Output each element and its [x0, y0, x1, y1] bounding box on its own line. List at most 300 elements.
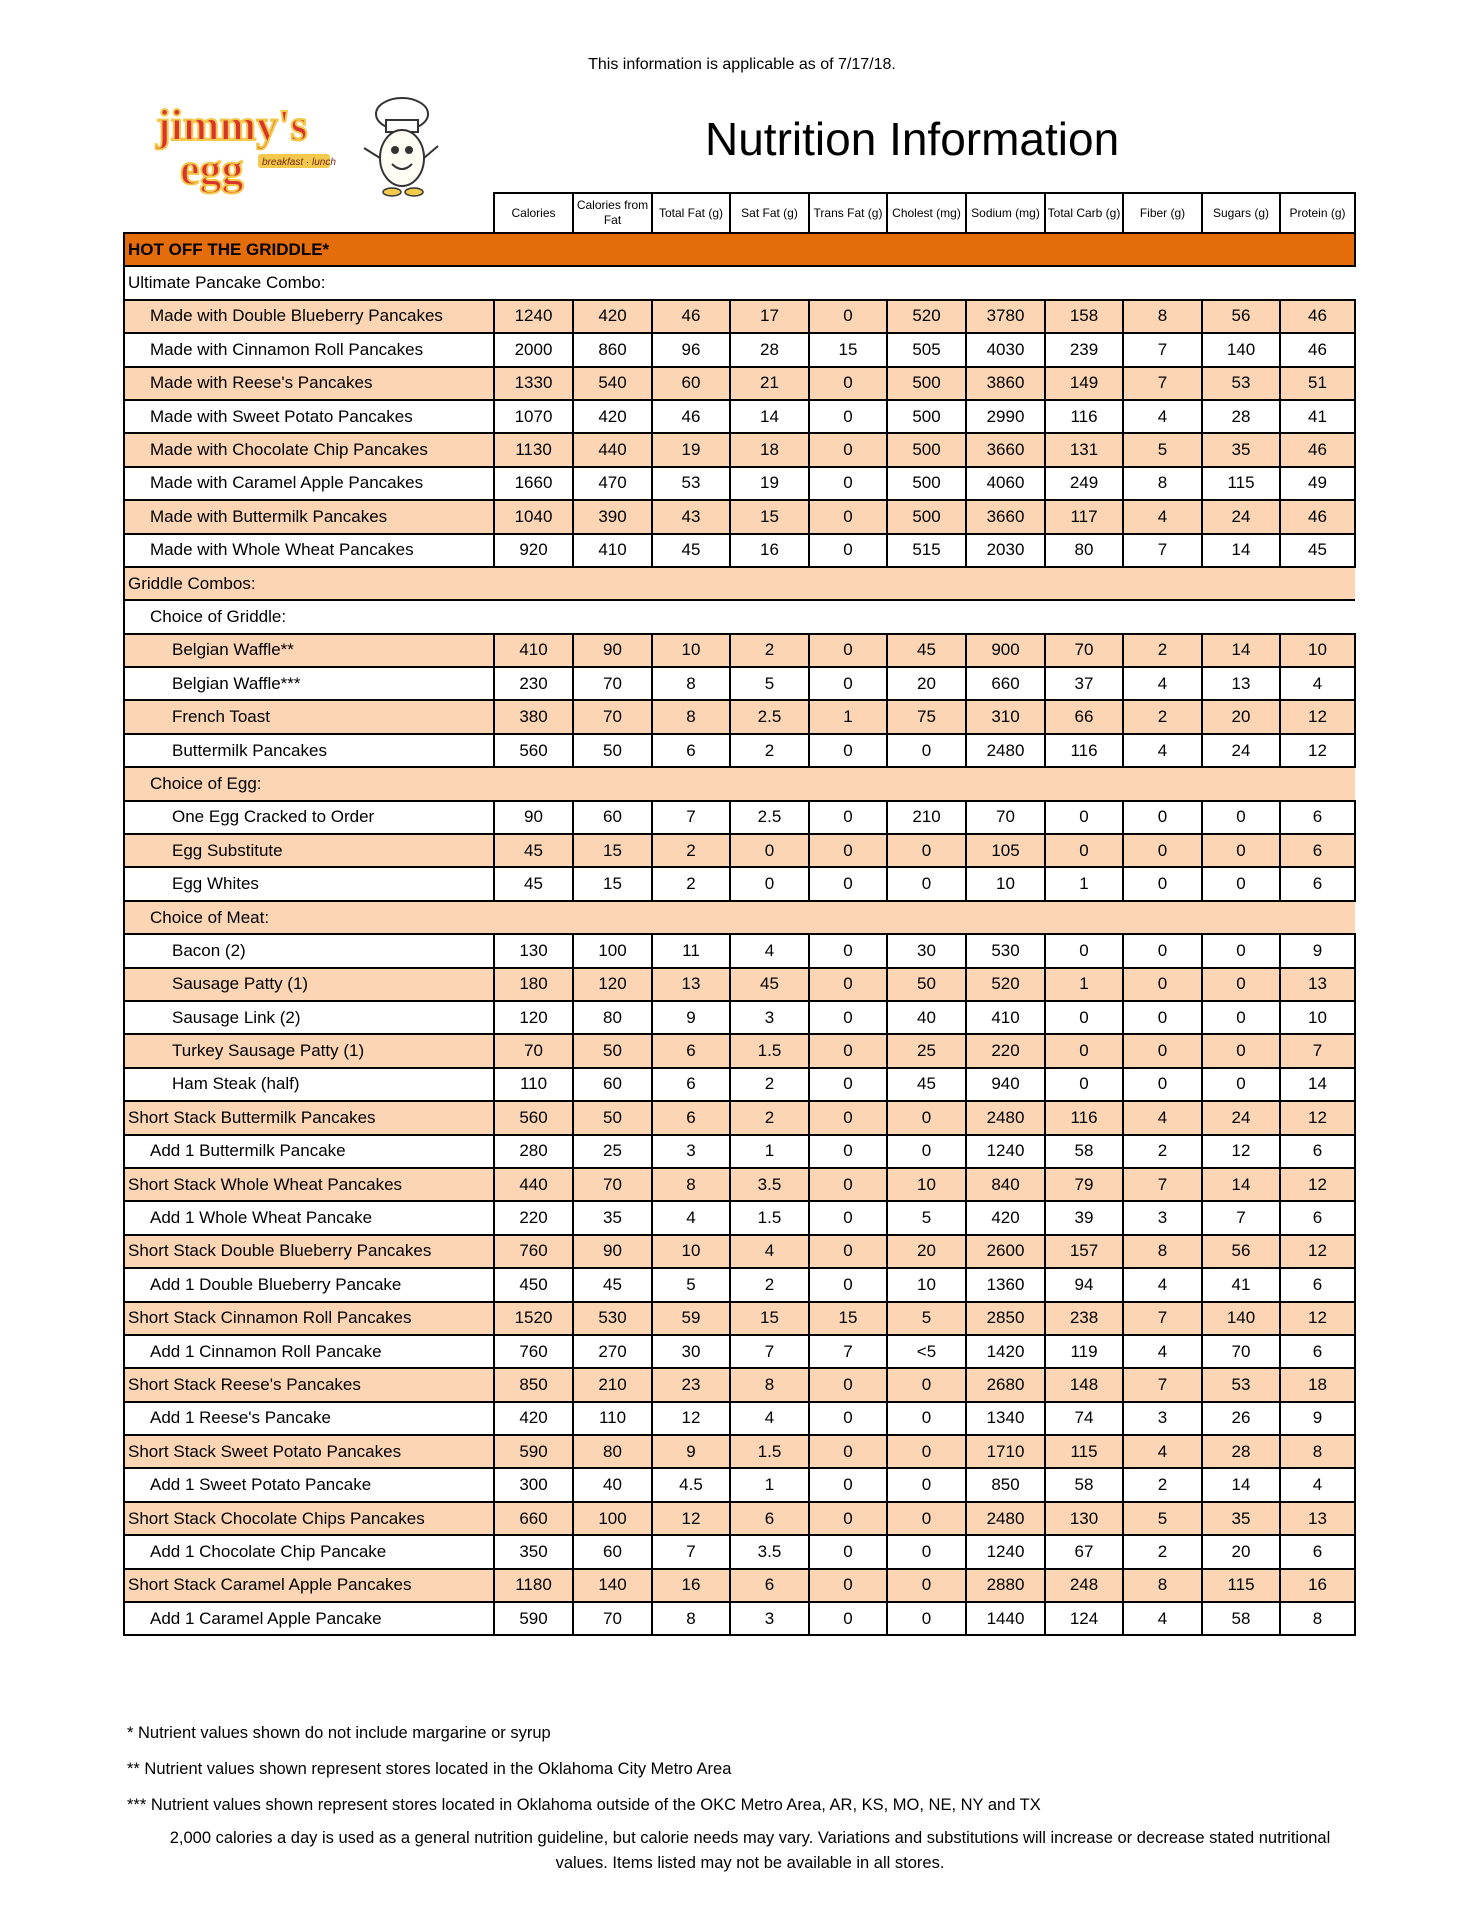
nutrient-value: 14 [1202, 1468, 1280, 1501]
nutrient-value: 4 [1123, 734, 1202, 767]
nutrient-value: 8 [1123, 1569, 1202, 1602]
column-header: Fiber (g) [1123, 193, 1202, 233]
nutrient-value: 67 [1045, 1535, 1123, 1568]
nutrient-value: 1.5 [730, 1435, 809, 1468]
nutrient-value: 14 [1202, 534, 1280, 567]
nutrient-value: 70 [573, 667, 652, 700]
nutrient-value: 420 [494, 1402, 573, 1435]
nutrient-value: 3 [652, 1135, 730, 1168]
nutrient-value: 760 [494, 1235, 573, 1268]
nutrient-value: 10 [652, 634, 730, 667]
nutrient-value: 46 [652, 300, 730, 333]
nutrient-value: 0 [730, 867, 809, 900]
nutrient-value: 6 [1280, 1201, 1355, 1234]
nutrient-value: 7 [652, 1535, 730, 1568]
nutrient-value: 58 [1202, 1602, 1280, 1635]
nutrient-value: 1 [730, 1135, 809, 1168]
nutrient-value: 8 [652, 700, 730, 733]
nutrient-value: 220 [494, 1201, 573, 1234]
nutrient-value: 41 [1280, 400, 1355, 433]
nutrient-value: 20 [887, 1235, 966, 1268]
nutrient-value: 3660 [966, 433, 1045, 466]
nutrient-value: 79 [1045, 1168, 1123, 1201]
table-row [124, 400, 1355, 433]
disclaimer: 2,000 calories a day is used as a general nutrition guideline, but calorie needs may vary. Variations and substitutions will increase or decrease stated nutritional values. Items listed may not be available in all stores. [169, 1829, 1331, 1872]
group-row [124, 567, 1355, 600]
nutrient-value: 0 [809, 1135, 887, 1168]
nutrient-value: 46 [1280, 500, 1355, 533]
nutrient-value: 53 [1202, 1368, 1280, 1401]
nutrient-value: 0 [887, 1502, 966, 1535]
nutrient-value: 120 [494, 1001, 573, 1034]
nutrient-value: 80 [573, 1001, 652, 1034]
group-row [124, 901, 1355, 934]
nutrient-value: 20 [1202, 1535, 1280, 1568]
nutrient-value: 0 [887, 734, 966, 767]
table-row [124, 1235, 1355, 1268]
table-row [124, 433, 1355, 466]
nutrient-value: 0 [1123, 1001, 1202, 1034]
nutrient-value: 230 [494, 667, 573, 700]
nutrient-value: 3860 [966, 367, 1045, 400]
nutrient-value: 124 [1045, 1602, 1123, 1635]
nutrient-value: 115 [1202, 467, 1280, 500]
nutrient-value: 249 [1045, 467, 1123, 500]
nutrient-value: 4 [1280, 667, 1355, 700]
nutrient-value: 45 [494, 867, 573, 900]
nutrient-value: 2480 [966, 1502, 1045, 1535]
nutrient-value: 420 [573, 400, 652, 433]
nutrient-value: 500 [887, 500, 966, 533]
footnote: *** Nutrient values shown represent stores located in Oklahoma outside of the OKC Metro Area, AR, KS, MO, NE, NY and TX [127, 1796, 1041, 1814]
nutrient-value: 4 [1123, 400, 1202, 433]
nutrient-value: 0 [1202, 1001, 1280, 1034]
nutrient-value: 560 [494, 734, 573, 767]
nutrient-value: 540 [573, 367, 652, 400]
nutrient-value: 0 [887, 1569, 966, 1602]
nutrient-value: 25 [887, 1034, 966, 1067]
nutrient-value: 158 [1045, 300, 1123, 333]
nutrient-value: 1130 [494, 433, 573, 466]
nutrient-value: 0 [809, 1535, 887, 1568]
column-header: Calories [494, 193, 573, 233]
nutrient-value: 46 [1280, 300, 1355, 333]
footnotes [127, 1722, 1358, 1816]
nutrient-value: 120 [573, 968, 652, 1001]
nutrient-value: 7 [1123, 1168, 1202, 1201]
nutrient-value: 2 [1123, 1135, 1202, 1168]
nutrient-value: 4 [1123, 1268, 1202, 1301]
nutrient-value: 90 [494, 801, 573, 834]
nutrient-value: 115 [1202, 1569, 1280, 1602]
nutrient-value: 15 [573, 867, 652, 900]
nutrient-value: 5 [730, 667, 809, 700]
nutrient-value: 0 [1045, 1068, 1123, 1101]
nutrient-value: 0 [809, 1402, 887, 1435]
nutrient-value: 157 [1045, 1235, 1123, 1268]
nutrient-value: 6 [1280, 867, 1355, 900]
column-header: Sodium (mg) [966, 193, 1045, 233]
nutrient-value: 12 [652, 1402, 730, 1435]
nutrient-value: 0 [809, 367, 887, 400]
nutrient-value: 13 [652, 968, 730, 1001]
nutrient-value: 70 [1045, 634, 1123, 667]
table-row [124, 700, 1355, 733]
nutrient-value: 7 [1123, 367, 1202, 400]
nutrient-value: 2 [652, 834, 730, 867]
nutrient-value: 75 [887, 700, 966, 733]
item-name: Add 1 Cinnamon Roll Pancake [124, 1335, 494, 1368]
nutrient-value: 58 [1045, 1468, 1123, 1501]
nutrient-value: 15 [809, 333, 887, 366]
nutrient-value: 4030 [966, 333, 1045, 366]
item-name: Made with Sweet Potato Pancakes [124, 400, 494, 433]
nutrient-value: 7 [1123, 333, 1202, 366]
nutrient-value: 300 [494, 1468, 573, 1501]
nutrient-value: 500 [887, 433, 966, 466]
applicable-date: This information is applicable as of 7/17/18. [588, 56, 896, 73]
nutrient-value: 410 [573, 534, 652, 567]
nutrient-value: 310 [966, 700, 1045, 733]
nutrient-value: 53 [652, 467, 730, 500]
nutrient-value: 24 [1202, 1101, 1280, 1134]
nutrient-value: 2 [730, 1068, 809, 1101]
nutrient-value: 28 [730, 333, 809, 366]
nutrient-value: 110 [494, 1068, 573, 1101]
nutrient-value: 0 [1202, 1034, 1280, 1067]
nutrient-value: 46 [652, 400, 730, 433]
nutrient-value: 0 [887, 1602, 966, 1635]
nutrient-value: 131 [1045, 433, 1123, 466]
nutrient-value: 0 [809, 834, 887, 867]
nutrient-value: 60 [652, 367, 730, 400]
nutrient-value: 1180 [494, 1569, 573, 1602]
nutrient-value: 515 [887, 534, 966, 567]
nutrient-value: 850 [494, 1368, 573, 1401]
table-row [124, 801, 1355, 834]
nutrient-value: 420 [966, 1201, 1045, 1234]
nutrient-value: 16 [652, 1569, 730, 1602]
nutrient-value: 2680 [966, 1368, 1045, 1401]
nutrient-value: 96 [652, 333, 730, 366]
nutrient-value: 119 [1045, 1335, 1123, 1368]
nutrient-value: 500 [887, 367, 966, 400]
logo-brand-jimmys: jimmy's [156, 101, 308, 150]
nutrient-value: 115 [1045, 1435, 1123, 1468]
nutrient-value: 100 [573, 934, 652, 967]
nutrient-value: 440 [573, 433, 652, 466]
nutrient-value: 15 [730, 500, 809, 533]
nutrient-value: 116 [1045, 400, 1123, 433]
item-name: Short Stack Sweet Potato Pancakes [124, 1435, 494, 1468]
nutrient-value: 1440 [966, 1602, 1045, 1635]
nutrient-value: 37 [1045, 667, 1123, 700]
nutrient-value: 530 [966, 934, 1045, 967]
nutrient-value: 0 [809, 1034, 887, 1067]
nutrient-value: 0 [809, 968, 887, 1001]
nutrient-value: <5 [887, 1335, 966, 1368]
item-name: Made with Cinnamon Roll Pancakes [124, 333, 494, 366]
item-name: Ham Steak (half) [124, 1068, 494, 1101]
nutrient-value: 2.5 [730, 700, 809, 733]
nutrient-value: 39 [1045, 1201, 1123, 1234]
nutrient-value: 6 [652, 1068, 730, 1101]
nutrient-value: 10 [887, 1268, 966, 1301]
item-name: Egg Whites [124, 867, 494, 900]
nutrient-value: 13 [1280, 968, 1355, 1001]
table-row [124, 1302, 1355, 1335]
nutrient-value: 4 [1123, 500, 1202, 533]
item-name: Add 1 Buttermilk Pancake [124, 1135, 494, 1168]
nutrient-value: 100 [573, 1502, 652, 1535]
nutrient-value: 12 [1280, 1302, 1355, 1335]
nutrient-value: 0 [887, 1535, 966, 1568]
nutrient-value: 4060 [966, 467, 1045, 500]
nutrient-value: 2030 [966, 534, 1045, 567]
nutrient-value: 420 [573, 300, 652, 333]
nutrient-value: 70 [494, 1034, 573, 1067]
nutrient-value: 0 [887, 1435, 966, 1468]
nutrient-value: 0 [809, 1235, 887, 1268]
nutrient-value: 116 [1045, 734, 1123, 767]
nutrient-value: 43 [652, 500, 730, 533]
column-header: Protein (g) [1280, 193, 1355, 233]
nutrient-value: 0 [1045, 801, 1123, 834]
nutrient-value: 2 [652, 867, 730, 900]
nutrient-value: 15 [809, 1302, 887, 1335]
nutrient-value: 140 [1202, 1302, 1280, 1335]
nutrient-value: 56 [1202, 300, 1280, 333]
nutrient-value: 8 [652, 1602, 730, 1635]
table-row [124, 1535, 1355, 1568]
nutrient-value: 20 [887, 667, 966, 700]
item-name: Short Stack Whole Wheat Pancakes [124, 1168, 494, 1201]
nutrient-value: 149 [1045, 367, 1123, 400]
section-title: HOT OFF THE GRIDDLE* [124, 233, 1355, 266]
table-row [124, 1168, 1355, 1201]
table-row [124, 500, 1355, 533]
nutrient-value: 0 [1202, 968, 1280, 1001]
column-header: Cholest (mg) [887, 193, 966, 233]
nutrient-value: 8 [652, 667, 730, 700]
nutrient-value: 5 [652, 1268, 730, 1301]
nutrient-value: 51 [1280, 367, 1355, 400]
nutrient-value: 14 [1202, 1168, 1280, 1201]
nutrient-value: 7 [1280, 1034, 1355, 1067]
nutrient-value: 6 [1280, 834, 1355, 867]
nutrient-value: 15 [573, 834, 652, 867]
nutrient-value: 1 [1045, 968, 1123, 1001]
nutrient-value: 7 [1123, 534, 1202, 567]
nutrient-value: 12 [1280, 734, 1355, 767]
nutrient-value: 9 [1280, 1402, 1355, 1435]
nutrient-value: 25 [573, 1135, 652, 1168]
nutrient-value: 46 [1280, 433, 1355, 466]
nutrient-value: 1040 [494, 500, 573, 533]
nutrient-value: 50 [573, 734, 652, 767]
nutrient-value: 12 [1280, 1235, 1355, 1268]
nutrient-value: 50 [887, 968, 966, 1001]
nutrient-value: 0 [887, 1468, 966, 1501]
nutrient-value: 16 [1280, 1569, 1355, 1602]
nutrient-value: 350 [494, 1535, 573, 1568]
item-name: Belgian Waffle** [124, 634, 494, 667]
nutrient-value: 1240 [966, 1135, 1045, 1168]
table-row [124, 1001, 1355, 1034]
item-name: Made with Buttermilk Pancakes [124, 500, 494, 533]
nutrient-value: 2 [1123, 700, 1202, 733]
group-label: Griddle Combos: [124, 567, 1355, 600]
nutrient-value: 5 [887, 1302, 966, 1335]
nutrient-value: 1 [809, 700, 887, 733]
nutrient-value: 0 [809, 1101, 887, 1134]
item-name: One Egg Cracked to Order [124, 801, 494, 834]
nutrient-value: 6 [1280, 1135, 1355, 1168]
nutrient-value: 30 [652, 1335, 730, 1368]
nutrient-value: 8 [1123, 300, 1202, 333]
nutrient-value: 0 [887, 867, 966, 900]
table-row [124, 1602, 1355, 1635]
nutrient-value: 0 [809, 634, 887, 667]
nutrient-value: 1240 [494, 300, 573, 333]
nutrient-value: 3 [730, 1001, 809, 1034]
table-row [124, 634, 1355, 667]
nutrient-value: 1340 [966, 1402, 1045, 1435]
table-row [124, 1268, 1355, 1301]
nutrient-value: 210 [573, 1368, 652, 1401]
group-label: Choice of Griddle: [124, 600, 1355, 633]
column-header: Sat Fat (g) [730, 193, 809, 233]
nutrient-value: 90 [573, 634, 652, 667]
table-row [124, 934, 1355, 967]
nutrient-value: 35 [573, 1201, 652, 1234]
nutrient-value: 70 [1202, 1335, 1280, 1368]
nutrient-value: 12 [652, 1502, 730, 1535]
nutrient-value: 5 [887, 1201, 966, 1234]
nutrient-value: 0 [809, 1268, 887, 1301]
nutrient-value: 2990 [966, 400, 1045, 433]
nutrient-value: 560 [494, 1101, 573, 1134]
nutrient-value: 8 [1123, 467, 1202, 500]
nutrient-value: 8 [730, 1368, 809, 1401]
nutrient-value: 0 [1202, 867, 1280, 900]
nutrient-value: 0 [809, 1368, 887, 1401]
nutrient-value: 14 [730, 400, 809, 433]
nutrient-value: 6 [1280, 801, 1355, 834]
nutrient-value: 4 [730, 1402, 809, 1435]
nutrient-value: 116 [1045, 1101, 1123, 1134]
nutrient-value: 35 [1202, 433, 1280, 466]
group-row [124, 266, 1355, 299]
nutrient-value: 4 [730, 1235, 809, 1268]
nutrient-value: 380 [494, 700, 573, 733]
section-row [124, 233, 1355, 266]
nutrient-value: 1360 [966, 1268, 1045, 1301]
nutrient-value: 1330 [494, 367, 573, 400]
nutrient-value: 6 [1280, 1335, 1355, 1368]
page-title: Nutrition Information [705, 113, 1120, 165]
nutrient-value: 0 [809, 500, 887, 533]
nutrient-value: 3 [730, 1602, 809, 1635]
nutrient-value: 0 [1123, 834, 1202, 867]
nutrient-value: 45 [652, 534, 730, 567]
nutrient-value: 7 [730, 1335, 809, 1368]
nutrient-value: 0 [809, 1468, 887, 1501]
nutrient-value: 5 [1123, 433, 1202, 466]
nutrient-value: 3780 [966, 300, 1045, 333]
nutrient-value: 130 [494, 934, 573, 967]
nutrient-value: 4 [1123, 1335, 1202, 1368]
nutrient-value: 12 [1202, 1135, 1280, 1168]
nutrient-value: 6 [652, 1034, 730, 1067]
nutrient-value: 20 [1202, 700, 1280, 733]
nutrient-value: 0 [887, 834, 966, 867]
nutrient-value: 2.5 [730, 801, 809, 834]
item-name: Bacon (2) [124, 934, 494, 967]
nutrient-value: 3660 [966, 500, 1045, 533]
nutrient-value: 80 [1045, 534, 1123, 567]
item-name: French Toast [124, 700, 494, 733]
nutrient-value: 410 [966, 1001, 1045, 1034]
nutrient-value: 0 [887, 1101, 966, 1134]
nutrient-value: 1.5 [730, 1201, 809, 1234]
nutrient-value: 45 [1280, 534, 1355, 567]
nutrient-value: 4 [652, 1201, 730, 1234]
nutrient-value: 760 [494, 1335, 573, 1368]
nutrient-value: 45 [730, 968, 809, 1001]
nutrient-value: 9 [652, 1001, 730, 1034]
nutrient-value: 520 [887, 300, 966, 333]
nutrient-value: 0 [809, 667, 887, 700]
nutrient-value: 45 [573, 1268, 652, 1301]
nutrient-value: 248 [1045, 1569, 1123, 1602]
nutrient-value: 130 [1045, 1502, 1123, 1535]
nutrient-value: 0 [809, 1168, 887, 1201]
nutrient-value: 14 [1202, 634, 1280, 667]
nutrient-value: 6 [652, 1101, 730, 1134]
nutrient-value: 1520 [494, 1302, 573, 1335]
nutrient-value: 0 [1123, 801, 1202, 834]
nutrient-value: 40 [573, 1468, 652, 1501]
nutrient-value: 23 [652, 1368, 730, 1401]
nutrient-value: 1 [1045, 867, 1123, 900]
nutrient-value: 2850 [966, 1302, 1045, 1335]
nutrient-value: 0 [887, 1402, 966, 1435]
nutrient-value: 117 [1045, 500, 1123, 533]
nutrient-value: 2 [730, 1101, 809, 1134]
nutrient-value: 0 [1045, 834, 1123, 867]
nutrient-value: 530 [573, 1302, 652, 1335]
logo-tagline: breakfast · lunch [262, 157, 336, 168]
group-label: Ultimate Pancake Combo: [124, 266, 1355, 299]
item-name: Short Stack Caramel Apple Pancakes [124, 1569, 494, 1602]
nutrient-value: 19 [652, 433, 730, 466]
nutrient-value: 30 [887, 934, 966, 967]
nutrient-value: 80 [573, 1435, 652, 1468]
nutrient-value: 41 [1202, 1268, 1280, 1301]
column-header: Sugars (g) [1202, 193, 1280, 233]
nutrient-value: 0 [809, 867, 887, 900]
nutrient-value: 0 [809, 734, 887, 767]
column-header: Calories from Fat [573, 193, 652, 233]
item-name: Sausage Link (2) [124, 1001, 494, 1034]
table-row [124, 1435, 1355, 1468]
nutrient-value: 440 [494, 1168, 573, 1201]
nutrient-value: 94 [1045, 1268, 1123, 1301]
nutrient-value: 70 [573, 700, 652, 733]
table-row [124, 1335, 1355, 1368]
nutrient-value: 70 [573, 1168, 652, 1201]
